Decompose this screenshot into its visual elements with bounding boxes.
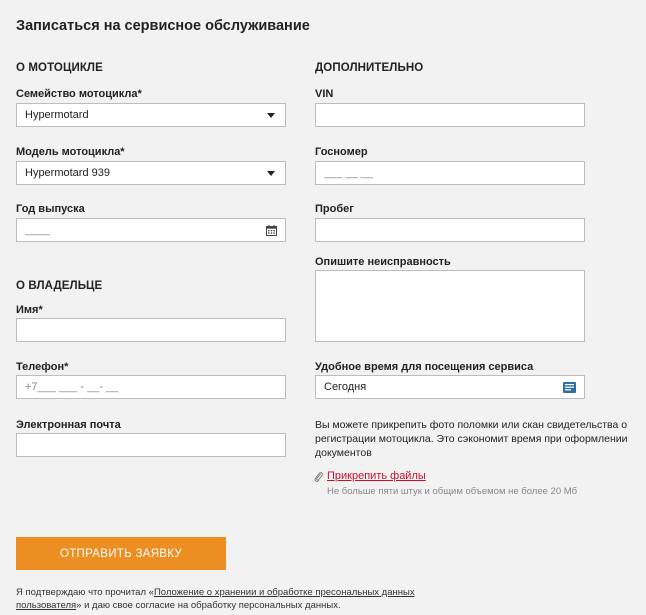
- consent-policy-link[interactable]: Положение о хранении и обработке пресональных данных пользователя: [16, 587, 415, 611]
- consent-prefix: Я подтверждаю что прочитал «: [16, 587, 154, 598]
- name-label: Имя*: [16, 304, 43, 316]
- section-heading-motorcycle: О МОТОЦИКЛЕ: [16, 62, 103, 74]
- attachments-info: Вы можете прикрепить фото поломки или скан свидетельства о регистрации мотоцикла. Это сэкономит время при оформлении документов: [315, 419, 628, 459]
- section-heading-additional: ДОПОЛНИТЕЛЬНО: [315, 62, 424, 74]
- year-input[interactable]: [16, 218, 286, 242]
- visit-select[interactable]: [315, 375, 585, 399]
- vin-label: VIN: [315, 88, 334, 100]
- phone-input[interactable]: [16, 375, 286, 399]
- plate-placeholder: ___ __ __: [324, 167, 373, 179]
- chevron-down-icon: [267, 113, 275, 118]
- fault-label: Опишите неисправность: [315, 256, 451, 268]
- submit-button[interactable]: ОТПРАВИТЬ ЗАЯВКУ: [16, 537, 226, 570]
- calendar-icon[interactable]: [266, 225, 277, 236]
- name-input[interactable]: [16, 318, 286, 342]
- visit-label: Удобное время для посещения сервиса: [315, 361, 534, 373]
- plate-label: Госномер: [315, 146, 368, 158]
- attach-hint: Не больше пяти штук и общим объемом не более 20 Мб: [327, 486, 578, 497]
- page-title: Записаться на сервисное обслуживание: [16, 18, 310, 34]
- consent-suffix: » и даю свое согласие на обработку персональных данных.: [76, 600, 341, 611]
- year-label: Год выпуска: [16, 203, 85, 215]
- paperclip-icon: [314, 471, 323, 482]
- visit-select-value: Сегодня: [324, 381, 367, 393]
- plate-input[interactable]: [315, 161, 585, 185]
- model-label: Модель мотоцикла*: [16, 146, 125, 158]
- calendar-list-icon[interactable]: [563, 382, 576, 393]
- year-placeholder: ____: [25, 224, 50, 236]
- model-select-value: Hypermotard 939: [25, 167, 110, 179]
- family-select[interactable]: [16, 103, 286, 127]
- family-select-value: Hypermotard: [25, 109, 89, 121]
- attach-files-link[interactable]: Прикрепить файлы: [327, 470, 426, 482]
- mileage-label: Пробег: [315, 203, 354, 215]
- email-label: Электронная почта: [16, 419, 121, 431]
- model-select[interactable]: [16, 161, 286, 185]
- vin-input[interactable]: [315, 103, 585, 127]
- fault-textarea[interactable]: [315, 270, 585, 342]
- email-input[interactable]: [16, 433, 286, 457]
- consent-text: [16, 586, 456, 612]
- family-label: Семейство мотоцикла*: [16, 88, 142, 100]
- chevron-down-icon: [267, 171, 275, 176]
- mileage-input[interactable]: [315, 218, 585, 242]
- attach-files[interactable]: [314, 470, 426, 482]
- section-heading-owner: О ВЛАДЕЛЬЦЕ: [16, 280, 103, 292]
- phone-label: Телефон*: [16, 361, 69, 373]
- phone-placeholder: +7___ ___ - __- __: [25, 381, 119, 393]
